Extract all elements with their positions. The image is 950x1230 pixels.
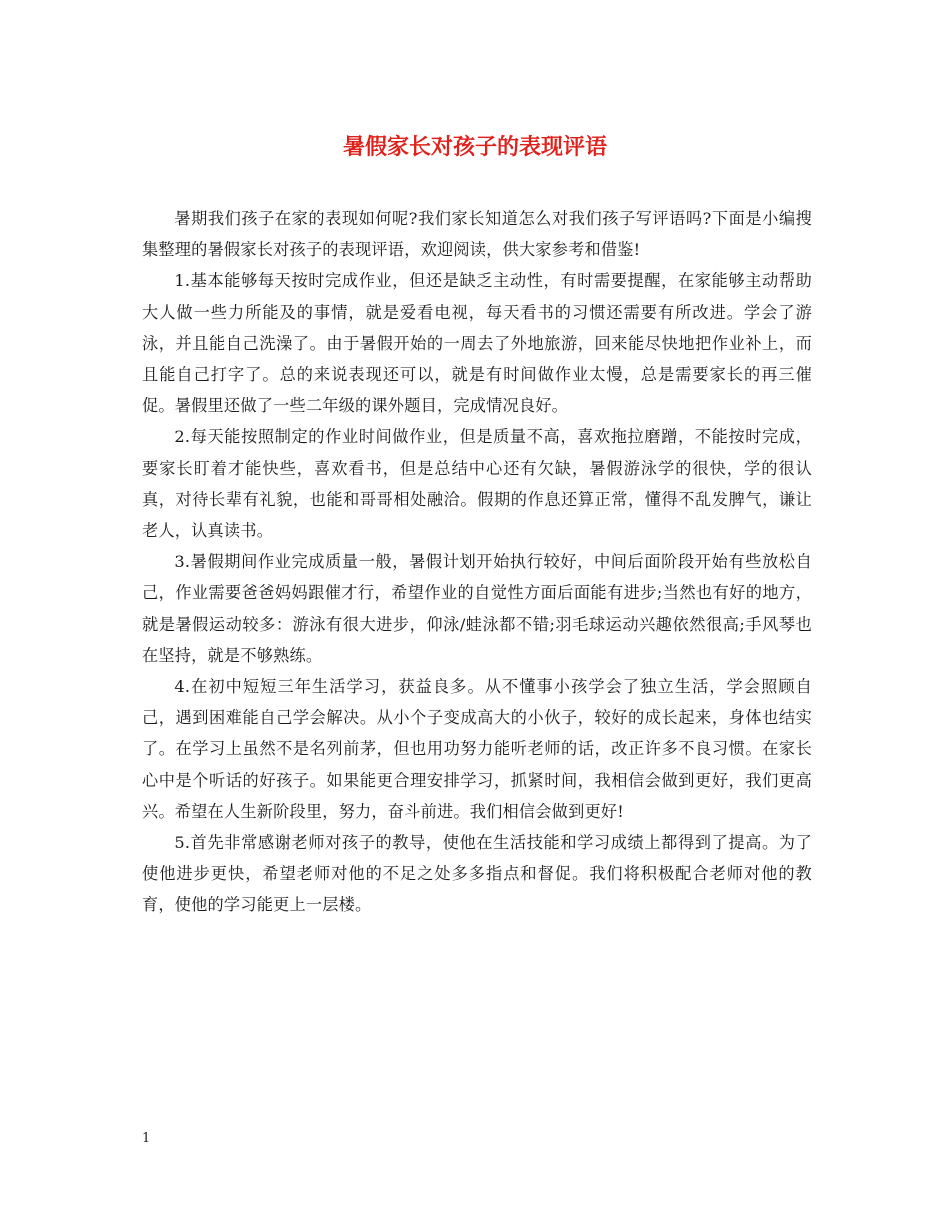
document-title: 暑假家长对孩子的表现评语 — [342, 134, 607, 160]
page-number: 1 — [142, 1131, 151, 1146]
comment-paragraph-3: 3.暑假期间作业完成质量一般，暑假计划开始执行较好，中间后面阶段开始有些放松自己，作业需要爸爸妈妈跟催才行，希望作业的自觉性方面后面能有进步;当然也有好的地方，就是暑假运动较多：游泳有很大进步，仰泳/蛙泳都不错;羽毛球运动兴趣依然很高;手风琴也在坚持，就是不够熟练。 — [142, 552, 812, 665]
comment-paragraph-4: 4.在初中短短三年生活学习，获益良多。从不懂事小孩学会了独立生活，学会照顾自己，遇到困难能自己学会解决。从小个子变成高大的小伙子，较好的成长起来，身体也结实了。在学习上虽然不是名列前茅，但也用功努力能听老师的话，改正许多不良习惯。在家长心中是个听话的好孩子。如果能更合理安排学习，抓紧时间，我相信会做到更好，我们更高兴。希望在人生新阶段里，努力，奋斗前进。我们相信会做到更好! — [142, 677, 812, 821]
intro-paragraph: 暑期我们孩子在家的表现如何呢?我们家长知道怎么对我们孩子写评语吗?下面是小编搜集整理的暑假家长对孩子的表现评语，欢迎阅读，供大家参考和借鉴! — [142, 209, 812, 260]
comment-paragraph-1: 1.基本能够每天按时完成作业，但还是缺乏主动性，有时需要提醒，在家能够主动帮助大人做一些力所能及的事情，就是爱看电视，每天看书的习惯还需要有所改进。学会了游泳，并且能自己洗澡了。由于暑假开始的一周去了外地旅游，回来能尽快地把作业补上，而且能自己打字了。总的来说表现还可以，就是有时间做作业太慢，总是需要家长的再三催促。暑假里还做了一些二年级的课外题目，完成情况良好。 — [142, 271, 812, 416]
comment-paragraph-5: 5.首先非常感谢老师对孩子的教导，使他在生活技能和学习成绩上都得到了提高。为了使他进步更快，希望老师对他的不足之处多多指点和督促。我们将积极配合老师对他的教育，使他的学习能更上一层楼。 — [142, 833, 812, 915]
document-body — [142, 203, 812, 921]
comment-paragraph-2: 2.每天能按照制定的作业时间做作业，但是质量不高，喜欢拖拉磨蹭，不能按时完成，要家长盯着才能快些，喜欢看书，但是总结中心还有欠缺，暑假游泳学的很快，学的很认真，对待长辈有礼貌，也能和哥哥相处融洽。假期的作息还算正常，懂得不乱发脾气，谦让老人，认真读书。 — [142, 427, 812, 541]
